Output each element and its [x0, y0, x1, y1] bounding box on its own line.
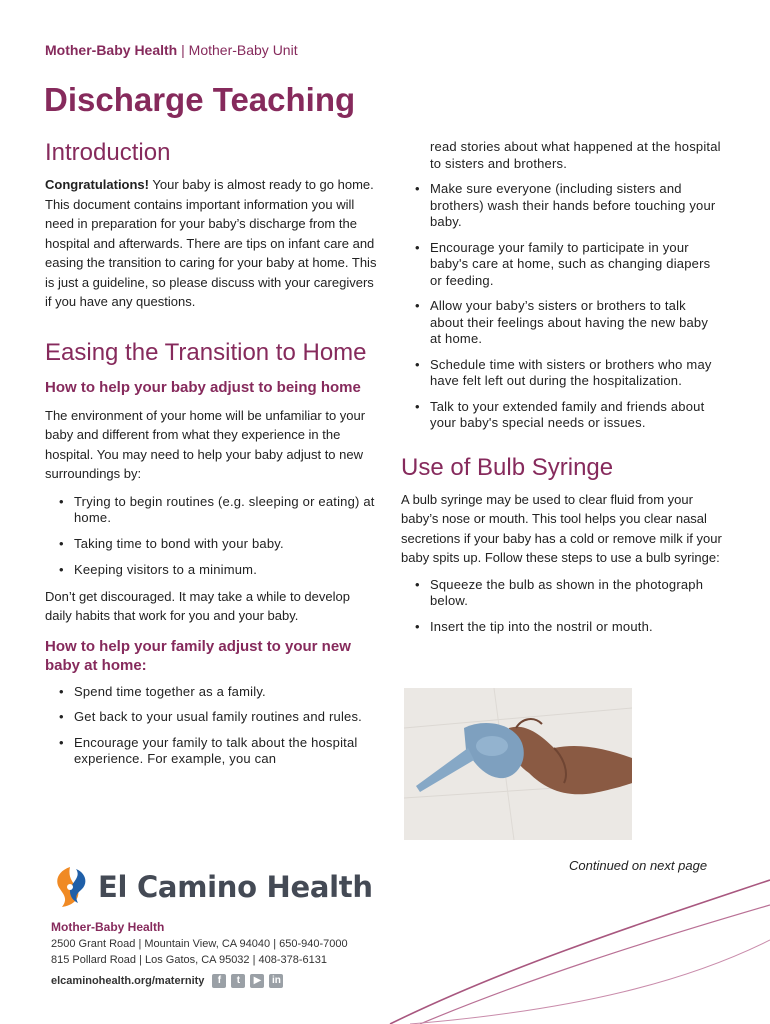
list-item: • Keeping visitors to a minimum. — [45, 562, 377, 579]
twitter-icon[interactable]: t — [231, 974, 245, 988]
bulb-text: A bulb syringe may be used to clear fluid from your baby’s nose or mouth. This tool helps you clear nasal secretions if your baby has a cold or remove milk if your baby spits up. Follow these steps to use a bulb syringe: — [401, 491, 722, 565]
left-column — [45, 138, 377, 768]
list-item: • Trying to begin routines (e.g. sleeping or eating) at home. — [45, 494, 377, 527]
facebook-icon[interactable]: f — [212, 974, 226, 988]
social-icons — [212, 974, 283, 988]
family-list — [45, 684, 377, 768]
header-separator: | — [181, 42, 185, 58]
list-item: • Talk to your extended family and friends about your baby's special needs or issues. — [401, 399, 723, 432]
continued-note: Continued on next page — [569, 858, 708, 873]
page-title: Discharge Teaching — [44, 81, 356, 118]
header-brand: Mother-Baby Health — [45, 42, 178, 58]
bulb-syringe-photo — [404, 688, 632, 840]
youtube-icon[interactable]: ▶ — [250, 974, 264, 988]
intro-paragraph — [45, 175, 377, 312]
el-camino-health-logo — [50, 865, 373, 909]
footer-website-link[interactable]: elcaminohealth.org/maternity — [51, 974, 205, 987]
intro-heading: Introduction — [45, 139, 171, 166]
bulb-heading: Use of Bulb Syringe — [401, 453, 614, 481]
family-list-continued — [401, 139, 723, 432]
logo-text: El Camino Health — [98, 870, 373, 904]
family-subheading: How to help your family adjust to your new baby at home: — [45, 637, 351, 674]
list-item: • Taking time to bond with your baby. — [45, 536, 377, 553]
baby-subheading: How to help your baby adjust to being home — [45, 378, 361, 396]
list-item: • Insert the tip into the nostril or mouth. — [401, 619, 723, 636]
list-item: • Squeeze the bulb as shown in the photograph below. — [401, 577, 723, 610]
list-item: • Get back to your usual family routines and rules. — [45, 709, 377, 726]
baby-list — [45, 494, 377, 579]
baby-intro-text: The environment of your home will be unfamiliar to your baby and different from what they experience in the hospital. You may need to help your baby adjust to new surroundings by: — [45, 407, 366, 481]
list-item: • Schedule time with sisters or brothers who may have felt left out during the hospitalization. — [401, 357, 723, 390]
bulb-list — [401, 577, 723, 636]
bulb-syringe-illustration — [404, 688, 632, 840]
right-column — [401, 139, 723, 635]
linkedin-icon[interactable]: in — [269, 974, 283, 988]
footer-website-row — [51, 973, 348, 990]
header-unit: Mother-Baby Unit — [188, 42, 298, 58]
baby-closing-text: Don’t get discouraged. It may take a while to develop daily habits that work for you and your baby. — [45, 588, 350, 623]
page-header — [45, 41, 298, 59]
decorative-swoosh — [380, 860, 770, 1024]
list-item-continuation — [401, 139, 723, 172]
list-item: • Encourage your family to participate in your baby's care at home, such as changing diapers or feeding. — [401, 240, 723, 290]
list-item: • Encourage your family to talk about the hospital experience. For example, you can — [45, 735, 377, 768]
footer-department: Mother-Baby Health — [51, 920, 165, 934]
intro-text: Your baby is almost ready to go home. This document contains important information you will need in preparation for your baby’s discharge from the hospital and afterwards. There are tips on infant care and easing the transition to caring for your baby at home. This is just a guideline, so please discuss with your caregivers if you have any questions. — [45, 177, 377, 309]
footer-info — [51, 919, 348, 989]
continuation-text: read stories about what happened at the hospital to sisters and brothers. — [430, 139, 721, 171]
footer-address-1: 2500 Grant Road | Mountain View, CA 94040 | 650-940-7000 — [51, 937, 348, 950]
intro-lead: Congratulations! — [45, 177, 149, 192]
transition-heading: Easing the Transition to Home — [45, 338, 367, 366]
logo-mark-icon — [50, 865, 90, 909]
list-item: • Make sure everyone (including sisters and brothers) wash their hands before touching your baby. — [401, 181, 723, 231]
list-item: • Spend time together as a family. — [45, 684, 377, 701]
footer-address-2: 815 Pollard Road | Los Gatos, CA 95032 | 408-378-6131 — [51, 954, 328, 966]
list-item: • Allow your baby’s sisters or brothers to talk about their feelings about having the new baby at home. — [401, 298, 723, 348]
